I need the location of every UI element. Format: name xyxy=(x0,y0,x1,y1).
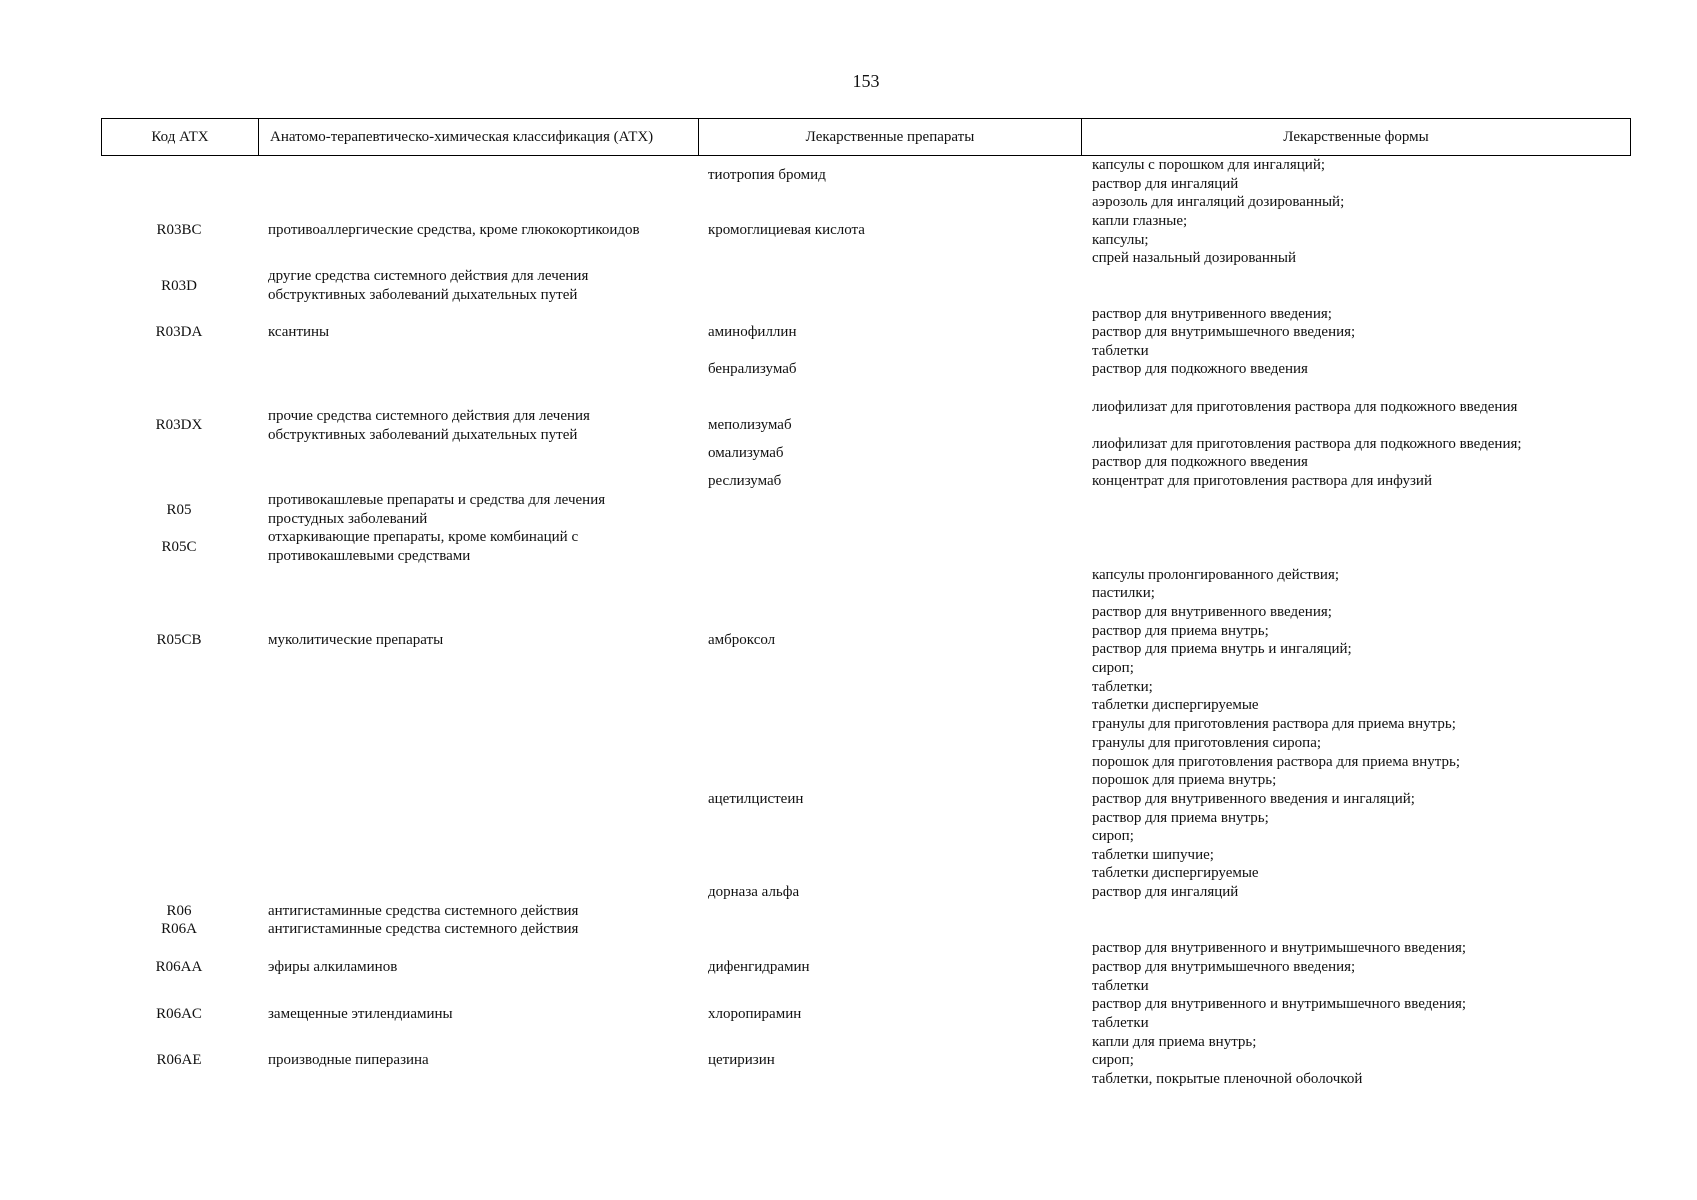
dosage-form: аэрозоль для ингаляций дозированный; xyxy=(1092,194,1345,210)
classification-text: ксантины xyxy=(268,324,330,340)
classification-text: антигистаминные средства системного действия xyxy=(268,903,579,919)
dosage-form: раствор для ингаляций xyxy=(1092,176,1239,192)
classification-text: эфиры алкиламинов xyxy=(268,959,398,975)
dosage-form: раствор для внутривенного введения и ингаляций; xyxy=(1092,791,1415,807)
dosage-form: капсулы пролонгированного действия; xyxy=(1092,567,1340,583)
dosage-form: пастилки; xyxy=(1092,585,1155,601)
dosage-form: раствор для приема внутрь и ингаляций; xyxy=(1092,641,1352,657)
dosage-form: таблетки; xyxy=(1092,679,1153,695)
classification-text: замещенные этилендиамины xyxy=(268,1006,453,1022)
dosage-form: гранулы для приготовления сиропа; xyxy=(1092,735,1322,751)
dosage-form: сироп; xyxy=(1092,660,1134,676)
atc-code: R03DX xyxy=(155,417,203,433)
atc-code: R06AA xyxy=(155,959,203,975)
dosage-form: раствор для внутривенного введения; xyxy=(1092,306,1332,322)
atc-code: R06AC xyxy=(156,1006,202,1022)
dosage-form: раствор для внутривенного и внутримышечного введения; xyxy=(1092,940,1467,956)
classification-text: противокашлевые препараты и средства для лечения xyxy=(268,492,606,508)
dosage-form: раствор для подкожного введения xyxy=(1092,454,1308,470)
dosage-form: раствор для приема внутрь; xyxy=(1092,810,1269,826)
dosage-form: капли для приема внутрь; xyxy=(1092,1034,1257,1050)
dosage-form: раствор для приема внутрь; xyxy=(1092,623,1269,639)
drug-name: аминофиллин xyxy=(708,324,797,340)
atc-code: R03D xyxy=(161,278,197,294)
atc-code: R03BC xyxy=(156,222,202,238)
dosage-form: раствор для внутримышечного введения; xyxy=(1092,324,1356,340)
classification-text: прочие средства системного действия для лечения xyxy=(268,408,590,424)
dosage-form: таблетки диспергируемые xyxy=(1092,865,1259,881)
dosage-form: капли глазные; xyxy=(1092,213,1188,229)
atc-code: R06AE xyxy=(156,1052,202,1068)
drug-name: дорназа альфа xyxy=(708,884,800,900)
dosage-form: лиофилизат для приготовления раствора для подкожного введения xyxy=(1092,399,1518,415)
drug-name: реслизумаб xyxy=(708,473,782,489)
classification-text: другие средства системного действия для лечения xyxy=(268,268,589,284)
dosage-form: таблетки xyxy=(1092,978,1149,994)
drug-name: омализумаб xyxy=(708,445,784,461)
drug-name: дифенгидрамин xyxy=(708,959,810,975)
classification-text: простудных заболеваний xyxy=(268,511,428,527)
dosage-form: раствор для внутривенного и внутримышечного введения; xyxy=(1092,996,1467,1012)
dosage-form: раствор для подкожного введения xyxy=(1092,361,1308,377)
table-header xyxy=(101,118,1631,156)
dosage-form: раствор для ингаляций xyxy=(1092,884,1239,900)
atc-code: R03DA xyxy=(155,324,203,340)
header-forms: Лекарственные формы xyxy=(1081,119,1630,155)
header-code: Код АТХ xyxy=(151,128,209,145)
table-body xyxy=(101,156,1631,1096)
classification-text: противоаллергические средства, кроме глюкокортикоидов xyxy=(268,222,640,238)
atc-code: R05C xyxy=(161,539,197,555)
drug-name: тиотропия бромид xyxy=(708,167,826,183)
dosage-form: порошок для приготовления раствора для приема внутрь; xyxy=(1092,754,1460,770)
header-classification: Анатомо-терапевтическо-химическая классификация (АТХ) xyxy=(258,119,698,155)
drug-name: ацетилцистеин xyxy=(708,791,804,807)
classification-text: обструктивных заболеваний дыхательных путей xyxy=(268,287,578,303)
drug-name: цетиризин xyxy=(708,1052,775,1068)
drug-name: амброксол xyxy=(708,632,776,648)
classification-text: противокашлевыми средствами xyxy=(268,548,471,564)
atc-code: R06A xyxy=(161,921,197,937)
dosage-form: таблетки xyxy=(1092,343,1149,359)
dosage-form: таблетки, покрытые пленочной оболочкой xyxy=(1092,1071,1363,1087)
classification-text: отхаркивающие препараты, кроме комбинаций с xyxy=(268,529,579,545)
classification-text: муколитические препараты xyxy=(268,632,444,648)
dosage-form: таблетки диспергируемые xyxy=(1092,697,1259,713)
dosage-form: раствор для внутривенного введения; xyxy=(1092,604,1332,620)
classification-text: антигистаминные средства системного действия xyxy=(268,921,579,937)
drug-name: хлоропирамин xyxy=(708,1006,802,1022)
drug-name: меполизумаб xyxy=(708,417,792,433)
atc-code: R05CB xyxy=(156,632,202,648)
drug-name: кромоглициевая кислота xyxy=(708,222,865,238)
dosage-form: концентрат для приготовления раствора для инфузий xyxy=(1092,473,1432,489)
dosage-form: сироп; xyxy=(1092,1052,1134,1068)
dosage-form: таблетки шипучие; xyxy=(1092,847,1214,863)
dosage-form: лиофилизат для приготовления раствора для подкожного введения; xyxy=(1092,436,1522,452)
dosage-form: таблетки xyxy=(1092,1015,1149,1031)
classification-text: обструктивных заболеваний дыхательных путей xyxy=(268,427,578,443)
page-number: 153 xyxy=(852,71,880,91)
dosage-form: гранулы для приготовления раствора для приема внутрь; xyxy=(1092,716,1456,732)
dosage-form: раствор для внутримышечного введения; xyxy=(1092,959,1356,975)
dosage-form: капсулы с порошком для ингаляций; xyxy=(1092,157,1326,173)
drug-name: бенрализумаб xyxy=(708,361,797,377)
dosage-form: капсулы; xyxy=(1092,232,1149,248)
header-drugs: Лекарственные препараты xyxy=(698,119,1081,155)
atc-code: R06 xyxy=(166,903,192,919)
dosage-form: спрей назальный дозированный xyxy=(1092,250,1297,266)
classification-text: производные пиперазина xyxy=(268,1052,429,1068)
atc-code: R05 xyxy=(166,502,192,518)
dosage-form: порошок для приема внутрь; xyxy=(1092,772,1277,788)
dosage-form: сироп; xyxy=(1092,828,1134,844)
